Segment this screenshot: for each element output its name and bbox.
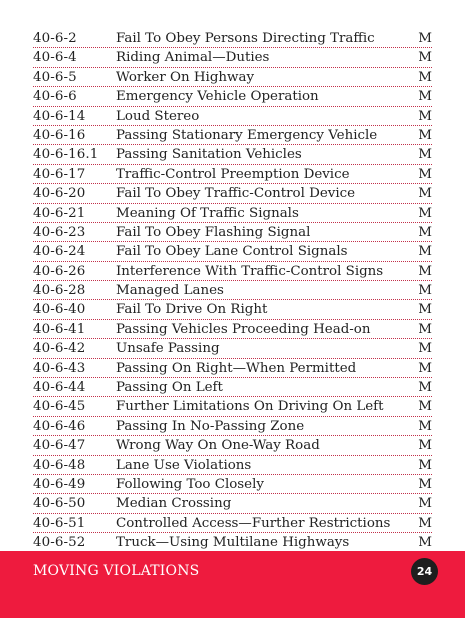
- violation-description: Passing Vehicles Proceeding Head-on: [116, 321, 371, 337]
- list-item: [33, 223, 432, 242]
- list-item: [33, 359, 432, 378]
- list-item: [33, 242, 432, 261]
- offense-classification: M: [418, 127, 432, 143]
- violation-description: Fail To Drive On Right: [116, 302, 268, 318]
- offense-classification: M: [418, 89, 432, 105]
- offense-classification: M: [418, 418, 432, 434]
- violation-description: Fail To Obey Persons Directing Traffic: [116, 31, 375, 46]
- violation-description: Managed Lanes: [116, 283, 224, 299]
- code-number: 40-6-47: [33, 438, 86, 454]
- offense-classification: M: [418, 360, 432, 376]
- code-number: 40-6-21: [33, 205, 86, 221]
- offense-classification: M: [418, 108, 432, 124]
- list-item: [33, 29, 432, 48]
- offense-classification: M: [418, 457, 432, 473]
- list-item: [33, 339, 432, 358]
- code-number: 40-6-52: [33, 535, 86, 551]
- code-number: 40-6-49: [33, 476, 86, 492]
- offense-classification: M: [418, 186, 432, 202]
- list-item: [33, 126, 432, 145]
- violation-description: Passing Sanitation Vehicles: [116, 147, 302, 163]
- list-item: [33, 397, 432, 416]
- code-number: 40-6-28: [33, 283, 86, 299]
- violation-description: Emergency Vehicle Operation: [116, 89, 319, 105]
- list-item: [33, 436, 432, 455]
- violation-description: Passing On Left: [116, 380, 223, 396]
- list-item: [33, 68, 432, 87]
- violation-description: Unsafe Passing: [116, 341, 220, 357]
- page-number-badge: 24: [411, 558, 438, 585]
- code-number: 40-6-20: [33, 186, 86, 202]
- offense-classification: M: [418, 50, 432, 66]
- violation-description: Following Too Closely: [116, 476, 264, 492]
- violation-description: Passing Stationary Emergency Vehicle: [116, 127, 378, 143]
- code-number: 40-6-24: [33, 244, 86, 260]
- list-item: [33, 378, 432, 397]
- code-number: 40-6-17: [33, 166, 86, 182]
- violation-description: Further Limitations On Driving On Left: [116, 399, 384, 415]
- code-number: 40-6-50: [33, 496, 86, 512]
- code-number: 40-6-42: [33, 341, 86, 357]
- code-number: 40-6-2: [33, 31, 77, 46]
- violation-description: Median Crossing: [116, 496, 232, 512]
- violation-description: Fail To Obey Traffic-Control Device: [116, 186, 356, 202]
- violation-description: Wrong Way On One-Way Road: [116, 438, 320, 454]
- violation-description: Fail To Obey Lane Control Signals: [116, 244, 348, 260]
- violation-description: Meaning Of Traffic Signals: [116, 205, 299, 221]
- code-number: 40-6-48: [33, 457, 86, 473]
- violation-description: Traffic-Control Preemption Device: [116, 166, 350, 182]
- code-number: 40-6-43: [33, 360, 86, 376]
- list-item: [33, 107, 432, 126]
- list-item: [33, 417, 432, 436]
- list-item: [33, 145, 432, 164]
- footer-bar: [0, 551, 465, 618]
- code-number: 40-6-6: [33, 89, 77, 105]
- code-number: 40-6-41: [33, 321, 86, 337]
- offense-classification: M: [418, 476, 432, 492]
- violation-description: Passing In No-Passing Zone: [116, 418, 305, 434]
- violation-description: Lane Use Violations: [116, 457, 252, 473]
- code-number: 40-6-5: [33, 69, 77, 85]
- offense-classification: M: [418, 244, 432, 260]
- offense-classification: M: [418, 380, 432, 396]
- code-number: 40-6-51: [33, 515, 86, 531]
- list-item: [33, 204, 432, 223]
- violation-description: Interference With Traffic-Control Signs: [116, 263, 384, 279]
- section-title: MOVING VIOLATIONS: [33, 563, 200, 579]
- offense-classification: M: [418, 535, 432, 551]
- violation-code-list: [33, 29, 432, 553]
- code-number: 40-6-45: [33, 399, 86, 415]
- code-number: 40-6-23: [33, 224, 86, 240]
- code-number: 40-6-40: [33, 302, 86, 318]
- list-item: [33, 87, 432, 106]
- list-item: [33, 320, 432, 339]
- offense-classification: M: [418, 321, 432, 337]
- offense-classification: M: [418, 399, 432, 415]
- code-number: 40-6-44: [33, 380, 86, 396]
- list-item: [33, 48, 432, 67]
- offense-classification: M: [418, 166, 432, 182]
- code-number: 40-6-16: [33, 127, 86, 143]
- offense-classification: M: [418, 224, 432, 240]
- violation-description: Controlled Access—Further Restrictions: [116, 515, 391, 531]
- offense-classification: M: [418, 283, 432, 299]
- list-item: [33, 300, 432, 319]
- code-number: 40-6-16.1: [33, 147, 99, 163]
- list-item: [33, 281, 432, 300]
- list-item: [33, 533, 432, 552]
- violation-description: Fail To Obey Flashing Signal: [116, 224, 311, 240]
- code-number: 40-6-46: [33, 418, 86, 434]
- list-item: [33, 262, 432, 281]
- offense-classification: M: [418, 438, 432, 454]
- list-item: [33, 184, 432, 203]
- offense-classification: M: [418, 515, 432, 531]
- offense-classification: M: [418, 341, 432, 357]
- list-item: [33, 494, 432, 513]
- code-number: 40-6-4: [33, 50, 77, 66]
- violation-description: Loud Stereo: [116, 108, 200, 124]
- offense-classification: M: [418, 31, 432, 46]
- violation-description: Worker On Highway: [116, 69, 255, 85]
- violation-description: Riding Animal—Duties: [116, 50, 270, 66]
- offense-classification: M: [418, 147, 432, 163]
- list-item: [33, 165, 432, 184]
- code-number: 40-6-14: [33, 108, 86, 124]
- offense-classification: M: [418, 302, 432, 318]
- code-number: 40-6-26: [33, 263, 86, 279]
- list-item: [33, 475, 432, 494]
- offense-classification: M: [418, 205, 432, 221]
- list-item: [33, 514, 432, 533]
- offense-classification: M: [418, 69, 432, 85]
- offense-classification: M: [418, 263, 432, 279]
- list-item: [33, 456, 432, 475]
- offense-classification: M: [418, 496, 432, 512]
- violation-description: Passing On Right—When Permitted: [116, 360, 357, 376]
- violation-description: Truck—Using Multilane Highways: [116, 535, 350, 551]
